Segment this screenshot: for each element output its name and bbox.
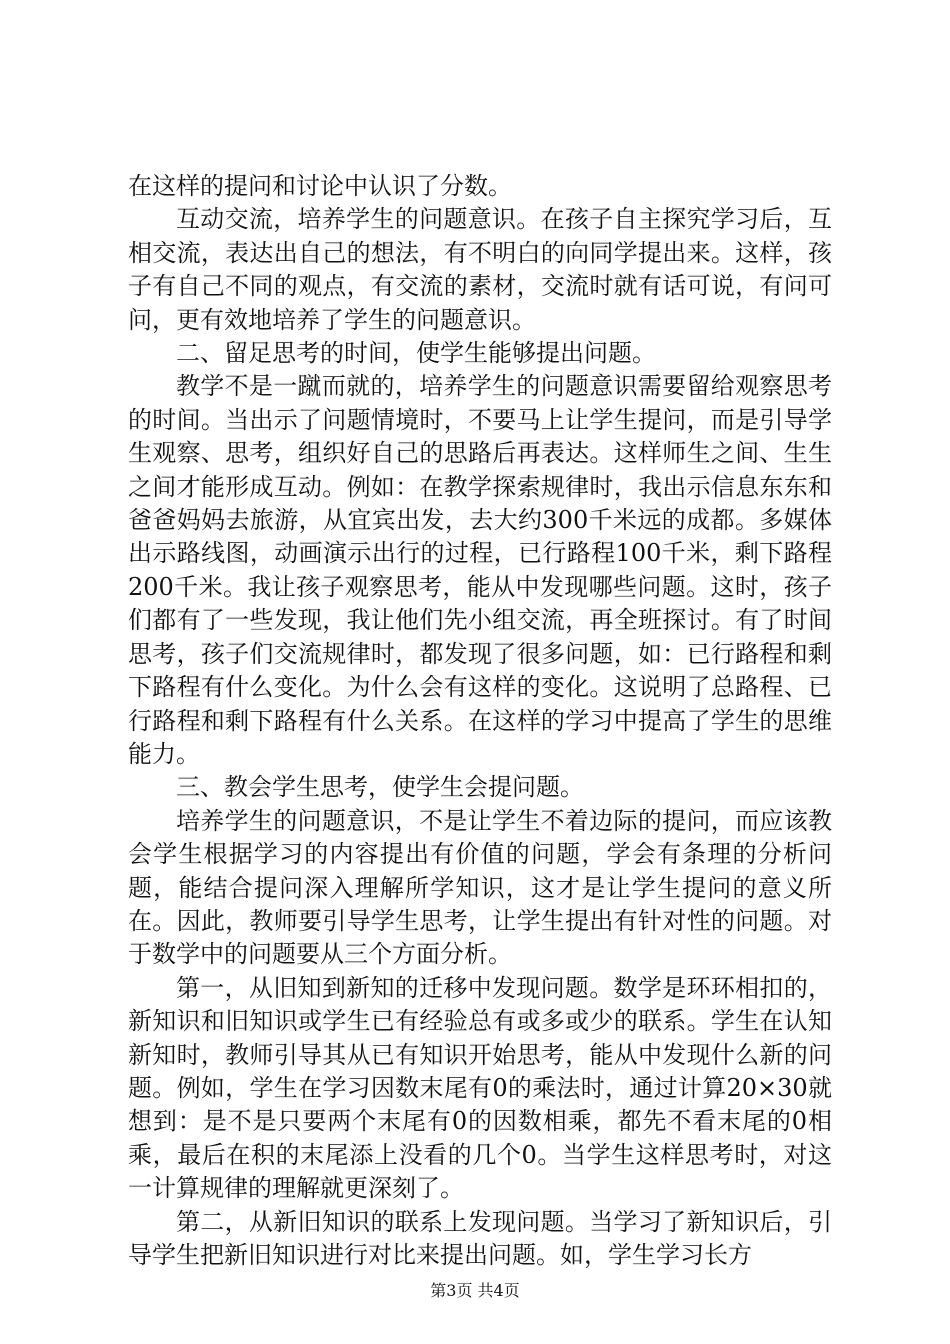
paragraph-8: 第二，从新旧知识的联系上发现问题。当学习了新知识后，引导学生把新旧知识进行对比来提出问题。如，学生学习长方 [128, 1207, 832, 1269]
paragraph-6: 培养学生的问题意识，不是让学生不着边际的提问，而应该教会学生根据学习的内容提出有价值的问题，学会有条理的分析问题，能结合提问深入理解所学知识，这才是让学生提问的意义所在。因此，教师要引导学生思考，让学生提出有针对性的问题。对于数学中的问题要从三个方面分析。 [128, 806, 832, 969]
paragraph-2: 互动交流，培养学生的问题意识。在孩子自主探究学习后，互相交流，表达出自己的想法，有不明白的向同学提出来。这样，孩子有自己不同的观点，有交流的素材，交流时就有话可说，有问可问，更有效地培养了学生的问题意识。 [128, 205, 832, 334]
section-heading-3: 三、教会学生思考，使学生会提问题。 [176, 773, 584, 802]
section-heading-2: 二、留足思考的时间，使学生能够提出问题。 [176, 339, 656, 368]
page-footer: 第3页 共4页 [430, 1281, 520, 1300]
paragraph-1: 在这样的提问和讨论中认识了分数。 [128, 172, 512, 200]
paragraph-7: 第一，从旧知到新知的迁移中发现问题。数学是环环相扣的，新知识和旧知识或学生已有经验总有或多或少的联系。学生在认知新知时，教师引导其从已有知识开始思考，能从中发现什么新的问题。例如，学生在学习因数末尾有0的乘法时，通过计算20×30就想到：是不是只要两个末尾有0的因数相乘，都先不看末尾的0相乘，最后在积的末尾添上没看的几个0。当学生这样思考时，对这一计算规律的理解就更深刻了。 [128, 973, 832, 1203]
body-text [128, 170, 832, 1272]
paragraph-4: 教学不是一蹴而就的，培养学生的问题意识需要留给观察思考的时间。当出示了问题情境时，不要马上让学生提问，而是引导学生观察、思考，组织好自己的思路后再表达。这样师生之间、生生之间才能形成互动。例如：在教学探索规律时，我出示信息东东和爸爸妈妈去旅游，从宜宾出发，去大约300千米远的成都。多媒体出示路线图，动画演示出行的过程，已行路程100千米，剩下路程200千米。我让孩子观察思考，能从中发现哪些问题。这时，孩子们都有了一些发现，我让他们先小组交流，再全班探讨。有了时间思考，孩子们交流规律时，都发现了很多问题，如：已行路程和剩下路程有什么变化。为什么会有这样的变化。这说明了总路程、已行路程和剩下路程有什么关系。在这样的学习中提高了学生的思维能力。 [128, 372, 832, 768]
